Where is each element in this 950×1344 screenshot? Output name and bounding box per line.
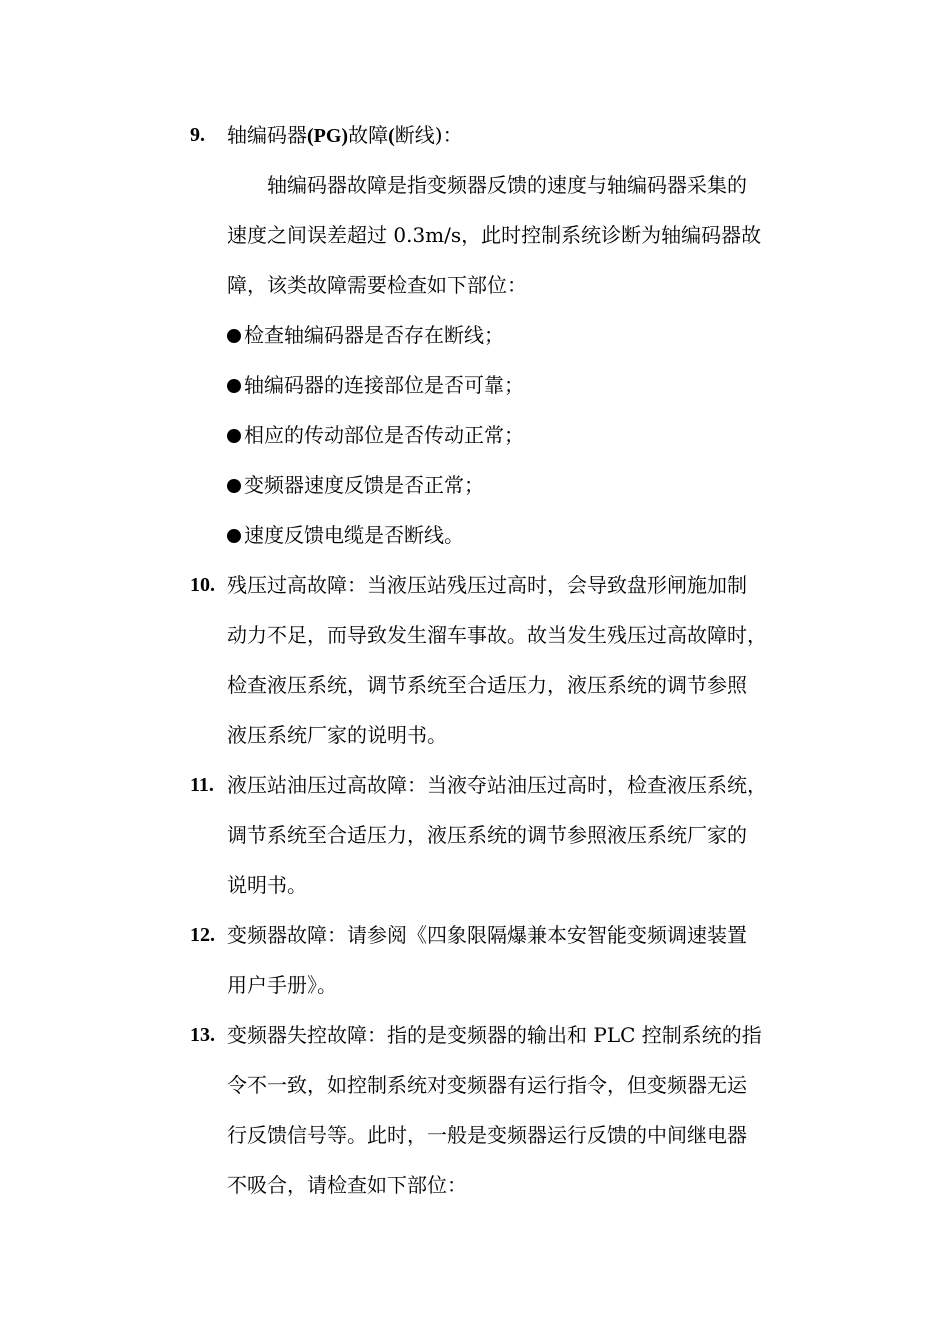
- item-number: 12.: [190, 924, 215, 946]
- paragraph-line: 液压系统厂家的说明书。: [227, 723, 447, 747]
- bullet-item: 相应的传动部位是否传动正常；: [227, 410, 524, 460]
- list-item-10: [190, 560, 810, 760]
- paragraph-line: 变频器故障：请参阅《四象限隔爆兼本安智能变频调速装置: [227, 923, 747, 947]
- list-item-9: [190, 110, 810, 161]
- item-number: 11.: [190, 774, 214, 796]
- paragraph-9: [190, 160, 810, 310]
- bullet-item: 速度反馈电缆是否断线。: [227, 510, 464, 560]
- title-paren: (: [388, 125, 395, 147]
- title-text: 断线: [394, 123, 435, 147]
- paragraph-line: 速度之间误差超过 0.3m/s，此时控制系统诊断为轴编码器故: [227, 223, 762, 247]
- bullet-dot-icon: [227, 329, 241, 343]
- paragraph-line: 说明书。: [227, 873, 307, 897]
- bullet-item: 检查轴编码器是否存在断线；: [227, 310, 504, 360]
- item-number: 9.: [190, 124, 205, 146]
- paragraph-line: 用户手册》。: [227, 973, 337, 997]
- bullet-item: 轴编码器的连接部位是否可靠；: [227, 360, 524, 410]
- bullet-dot-icon: [227, 379, 241, 393]
- bullet-dot-icon: [227, 529, 241, 543]
- title-text: 轴编码器: [227, 123, 307, 147]
- item-number: 10.: [190, 574, 215, 596]
- bullet-dot-icon: [227, 479, 241, 493]
- list-item-11: [190, 760, 810, 910]
- paragraph-line: 检查液压系统，调节系统至合适压力，液压系统的调节参照: [227, 673, 747, 697]
- item-number: 13.: [190, 1024, 215, 1046]
- paragraph-line: 调节系统至合适压力，液压系统的调节参照液压系统厂家的: [227, 823, 747, 847]
- paragraph-line: 动力不足，而导致发生溜车事故。故当发生残压过高故障时，: [227, 623, 767, 647]
- paragraph-line: 令不一致，如控制系统对变频器有运行指令，但变频器无运: [227, 1073, 747, 1097]
- title-paren-close: )：: [434, 123, 463, 147]
- title-abbrev: (PG): [307, 125, 349, 147]
- paragraph-line: 残压过高故障：当液压站残压过高时，会导致盘形闸施加制: [227, 573, 747, 597]
- list-item-13: [190, 1010, 810, 1210]
- title-text: 故障: [348, 123, 389, 147]
- paragraph-line: 液压站油压过高故障：当液夺站油压过高时，检查液压系统，: [227, 773, 767, 797]
- paragraph-line: 障，该类故障需要检查如下部位：: [227, 273, 527, 297]
- bullet-dot-icon: [227, 429, 241, 443]
- list-item-12: [190, 910, 810, 1010]
- paragraph-line: 轴编码器故障是指变频器反馈的速度与轴编码器采集的: [267, 173, 747, 197]
- bullet-item: 变频器速度反馈是否正常；: [227, 460, 484, 510]
- paragraph-line: 变频器失控故障：指的是变频器的输出和 PLC 控制系统的指: [227, 1023, 762, 1047]
- paragraph-line: 行反馈信号等。此时，一般是变频器运行反馈的中间继电器: [227, 1123, 747, 1147]
- paragraph-line: 不吸合，请检查如下部位：: [227, 1173, 467, 1197]
- item-title: [227, 110, 810, 161]
